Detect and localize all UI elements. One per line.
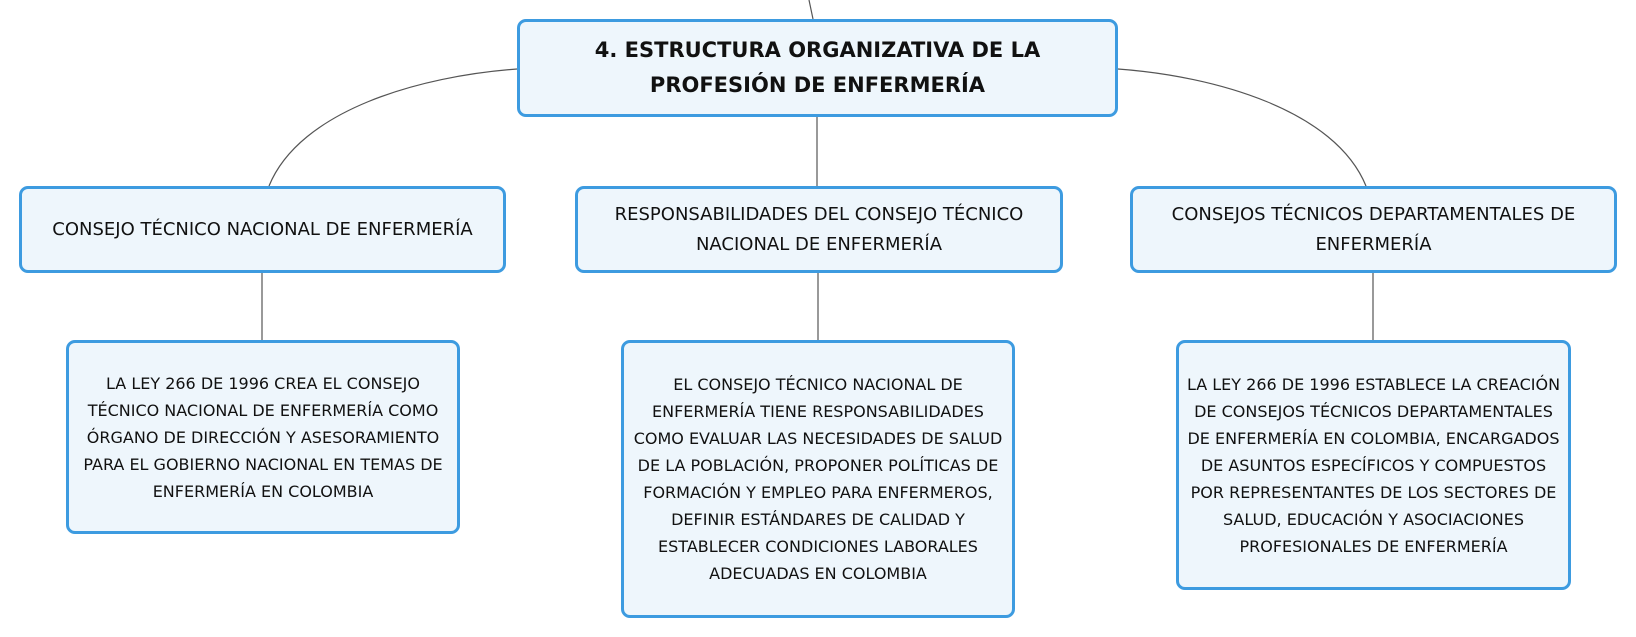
connector-root-to-branch-1: [269, 69, 517, 186]
branch-title: CONSEJO TÉCNICO NACIONAL DE ENFERMERÍA: [52, 218, 473, 240]
detail-text: LA LEY 266 DE 1996 ESTABLECE LA CREACIÓN DE CONSEJOS TÉCNICOS DEPARTAMENTALES DE ENFERMERÍA EN COLOMBIA, ENCARGADOS DE ASUNTOS ESPECÍFICOS Y COMPUESTOS POR REPRESENTANTES DE LOS SECTORES DE SALUD, EDUCACIÓN Y ASOCIACIONES PROFESIONALES DE ENFERMERÍA: [1186, 374, 1561, 556]
connector-root-to-branch-3: [1118, 69, 1366, 186]
branch-title: CONSEJOS TÉCNICOS DEPARTAMENTALES DE ENFERMERÍA: [1171, 203, 1576, 255]
detail-node-consejo-tecnico-nacional[interactable]: [66, 340, 460, 534]
branch-node-consejo-tecnico-nacional[interactable]: [19, 186, 506, 273]
branch-title: RESPONSABILIDADES DEL CONSEJO TÉCNICO NACIONAL DE ENFERMERÍA: [614, 203, 1024, 255]
branch-node-responsabilidades[interactable]: [575, 186, 1063, 273]
branch-node-consejos-departamentales[interactable]: [1130, 186, 1617, 273]
root-node[interactable]: [517, 19, 1118, 117]
detail-text: EL CONSEJO TÉCNICO NACIONAL DE ENFERMERÍA TIENE RESPONSABILIDADES COMO EVALUAR LAS NECESIDADES DE SALUD DE LA POBLACIÓN, PROPONER POLÍTICAS DE FORMACIÓN Y EMPLEO PARA ENFERMEROS, DEFINIR ESTÁNDARES DE CALIDAD Y ESTABLECER CONDICIONES LABORALES ADECUADAS EN COLOMBIA: [633, 375, 1003, 583]
detail-text: LA LEY 266 DE 1996 CREA EL CONSEJO TÉCNICO NACIONAL DE ENFERMERÍA COMO ÓRGANO DE DIRECCIÓN Y ASESORAMIENTO PARA EL GOBIERNO NACIONAL EN TEMAS DE ENFERMERÍA EN COLOMBIA: [83, 373, 443, 501]
detail-node-consejos-departamentales[interactable]: [1176, 340, 1571, 590]
detail-node-responsabilidades[interactable]: [621, 340, 1015, 618]
connector-incoming: [809, 0, 813, 19]
root-title: 4. ESTRUCTURA ORGANIZATIVA DE LA PROFESIÓN DE ENFERMERÍA: [594, 38, 1041, 97]
